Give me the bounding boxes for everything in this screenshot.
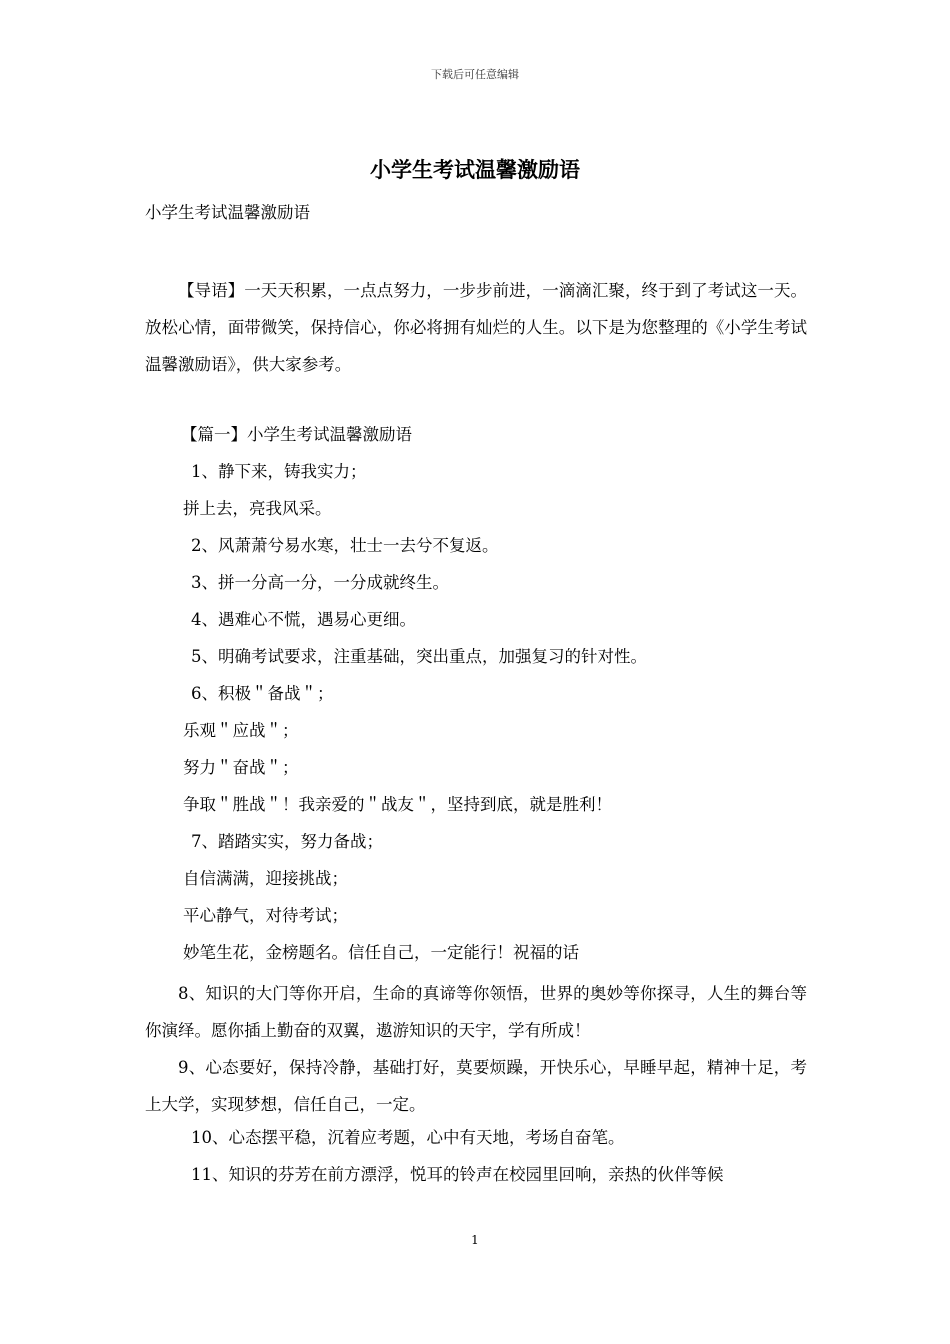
list-item: 1、静下来，铸我实力； bbox=[191, 462, 367, 481]
list-item: 自信满满，迎接挑战； bbox=[183, 869, 348, 888]
list-item: 3、拼一分高一分，一分成就终生。 bbox=[191, 573, 449, 592]
list-item: 乐观＂应战＂； bbox=[183, 721, 299, 740]
list-item: 平心静气，对待考试； bbox=[183, 906, 348, 925]
list-item: 5、明确考试要求，注重基础，突出重点，加强复习的针对性。 bbox=[191, 647, 647, 666]
paragraph-8: 8、知识的大门等你开启，生命的真谛等你领悟，世界的奥妙等你探寻，人生的舞台等你演绎。愿你插上勤奋的双翼，遨游知识的天宇，学有所成！ bbox=[145, 984, 807, 1040]
list-item: 努力＂奋战＂； bbox=[183, 758, 299, 777]
list-item: 妙笔生花，金榜题名。信任自己，一定能行！祝福的话 bbox=[183, 943, 579, 962]
list-item: 拼上去，亮我风采。 bbox=[183, 499, 332, 518]
list-item: 11、知识的芬芳在前方漂浮，悦耳的铃声在校园里回响，亲热的伙伴等候 bbox=[191, 1165, 724, 1184]
header-note: 下载后可任意编辑 bbox=[431, 68, 519, 81]
section-heading: 【篇一】小学生考试温馨激励语 bbox=[181, 425, 412, 444]
blank-line bbox=[145, 383, 807, 420]
list-item: 争取＂胜战＂！我亲爱的＂战友＂，坚持到底，就是胜利！ bbox=[183, 795, 612, 814]
list-item: 6、积极＂备战＂； bbox=[191, 684, 334, 703]
list-item: 4、遇难心不慌，遇易心更细。 bbox=[191, 610, 416, 629]
document-body bbox=[145, 198, 807, 1197]
page-number: 1 bbox=[471, 1233, 479, 1247]
subtitle: 小学生考试温馨激励语 bbox=[145, 203, 310, 222]
paragraph-9: 9、心态要好，保持冷静，基础打好，莫要烦躁，开快乐心，早睡早起，精神十足，考上大学，实现梦想，信任自己，一定。 bbox=[145, 1058, 807, 1114]
list-item: 7、踏踏实实，努力备战； bbox=[191, 832, 383, 851]
list-item: 10、心态摆平稳，沉着应考题，心中有天地，考场自奋笔。 bbox=[191, 1128, 625, 1147]
blank-line bbox=[145, 235, 807, 272]
document-title: 小学生考试温馨激励语 bbox=[370, 157, 580, 182]
intro-paragraph: 【导语】一天天积累，一点点努力，一步步前进，一滴滴汇聚，终于到了考试这一天。放松心情，面带微笑，保持信心，你必将拥有灿烂的人生。以下是为您整理的《小学生考试温馨激励语》，供大家参考。 bbox=[145, 281, 807, 374]
list-item: 2、风萧萧兮易水寒，壮士一去兮不复返。 bbox=[191, 536, 499, 555]
